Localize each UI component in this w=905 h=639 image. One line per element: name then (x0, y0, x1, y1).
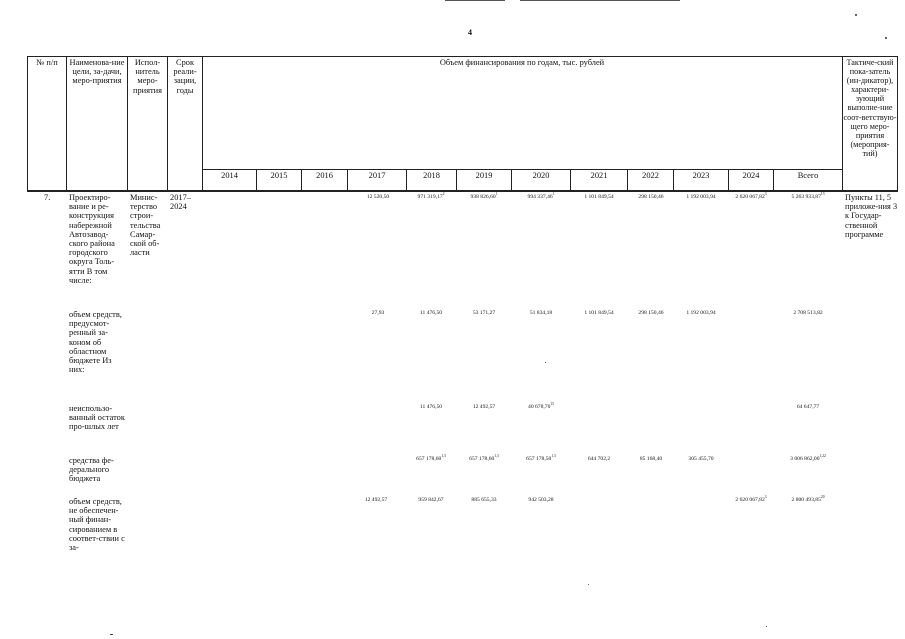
value-2018: 11 476,50 (419, 404, 443, 410)
speck (766, 626, 767, 627)
value-2021: 1 101 849,54 (584, 310, 614, 316)
value-2021: 644 702,2 (587, 456, 611, 462)
value-2023: 305 455,70 (688, 456, 714, 462)
value-2019: 657 178,60$^{1,3}$ (469, 454, 499, 462)
year-2018: 2018 (423, 171, 440, 180)
value-total: 3 006 862,00$^{1,22}$ (790, 454, 826, 462)
year-row-top-border (202, 169, 842, 170)
speck (885, 37, 887, 39)
value-2017: 12 492,57 (364, 497, 388, 503)
value-total: 2 708 513,82 (793, 310, 823, 316)
value-2019: 885 655,33 (471, 497, 497, 503)
header-name: Наименова-ние цели, за-дачи, меро-приятия (69, 58, 125, 86)
value-2018: 959 842,67 (418, 497, 444, 503)
value-2022: 298 150,46 (638, 310, 664, 316)
col-border (897, 56, 898, 191)
year-2022: 2022 (642, 171, 659, 180)
year-2015: 2015 (270, 171, 288, 180)
col-border (167, 56, 168, 191)
value-2017: 27,93 (371, 310, 385, 316)
value-2024: 2 620 067,82$^3$ (735, 192, 767, 200)
value-2022: 85 168,40 (639, 456, 663, 462)
value-2023: 1 192 003,94 (686, 194, 716, 200)
value-2018: 11 476,50 (419, 310, 443, 316)
table-top-border (27, 56, 898, 57)
value-total: 5 263 933,87$^{13}$ (791, 192, 825, 200)
value-2020: 942 503,28 (528, 497, 554, 503)
value-2019: 12 492,57 (472, 404, 496, 410)
value-2020: 994 337,46$^1$ (527, 192, 555, 200)
header-indicator: Тактиче-ский пока-затель (ин-дикатор), характери-зующий выполне-ние соот-ветствую-щего меро-приятия (мероприя-тий) (843, 58, 897, 158)
value-2024: 2 620 067,82$^3$ (735, 495, 767, 503)
value-2022: 298 150,46 (638, 194, 664, 200)
value-2019: 53 171,27 (472, 310, 496, 316)
year-2016: 2016 (316, 171, 333, 180)
col-border (127, 56, 128, 191)
page-number: 4 (468, 28, 472, 37)
year-2019: 2019 (475, 171, 493, 180)
value-2023: 1 192 003,94 (686, 310, 716, 316)
year-2023: 2023 (692, 171, 710, 180)
speck (588, 584, 589, 585)
top-rule-left (445, 0, 505, 1)
speck (110, 634, 113, 635)
year-2017: 2017 (368, 171, 386, 180)
row-indicator: Пункты 11, 5 приложе-ния 3 к Государ-ственной программе (845, 193, 898, 239)
row-executor: Минис-терство строи-тельства Самар-ской об-ласти (130, 193, 161, 258)
value-total: 64 647,77 (796, 404, 820, 410)
col-border (66, 56, 67, 191)
top-rule-right (520, 0, 680, 1)
header-num: № п/п (36, 58, 58, 67)
year-2024: 2024 (742, 171, 760, 180)
row-name: средства фе-дерального бюджета (69, 456, 114, 484)
header-executor: Испол-нитель меро-приятия (133, 58, 162, 95)
speck (545, 362, 546, 363)
value-total: 2 800 493,85$^{20}$ (791, 495, 825, 503)
row-term: 2017–2024 (170, 193, 191, 212)
row-name: неиспользо-ванный остаток про-шлых лет (69, 404, 125, 432)
value-2020: 51 834,18 (529, 310, 553, 316)
value-2019: 938 826,60$^1$ (470, 192, 498, 200)
speck (855, 14, 857, 16)
row-name: объем средств, предусмот-ренный за-коном об областном бюджете Из них: (69, 310, 122, 375)
value-2020: 40 678,70$^{15}$ (528, 402, 554, 410)
header-term: Срок реали-зации, годы (173, 58, 197, 95)
col-border (27, 56, 28, 191)
row-number: 7. (44, 193, 51, 202)
value-2018: 657 178,60$^{1,3}$ (416, 454, 446, 462)
row-name: Проектиро-вание и ре-конструкция набережной Автозавод-ского района городского округа Толь-ятти В том числе: (69, 193, 115, 285)
value-2017: 12 520,50 (366, 194, 390, 200)
value-2020: 657 178,50$^{1,3}$ (526, 454, 556, 462)
header-funding: Объем финансирования по годам, тыс. рублей (439, 58, 605, 67)
year-2020: 2020 (532, 171, 550, 180)
row-name: объем средств, не обеспечен-ный финан-сированием в соответ-ствии с за- (69, 497, 125, 553)
year-2021: 2021 (590, 171, 608, 180)
value-2018: 971 319,17$^2$ (417, 192, 445, 200)
year-total: Всего (797, 171, 819, 180)
year-2014: 2014 (221, 171, 238, 180)
header-bottom-border (27, 190, 898, 192)
value-2021: 1 101 849,54 (584, 194, 614, 200)
